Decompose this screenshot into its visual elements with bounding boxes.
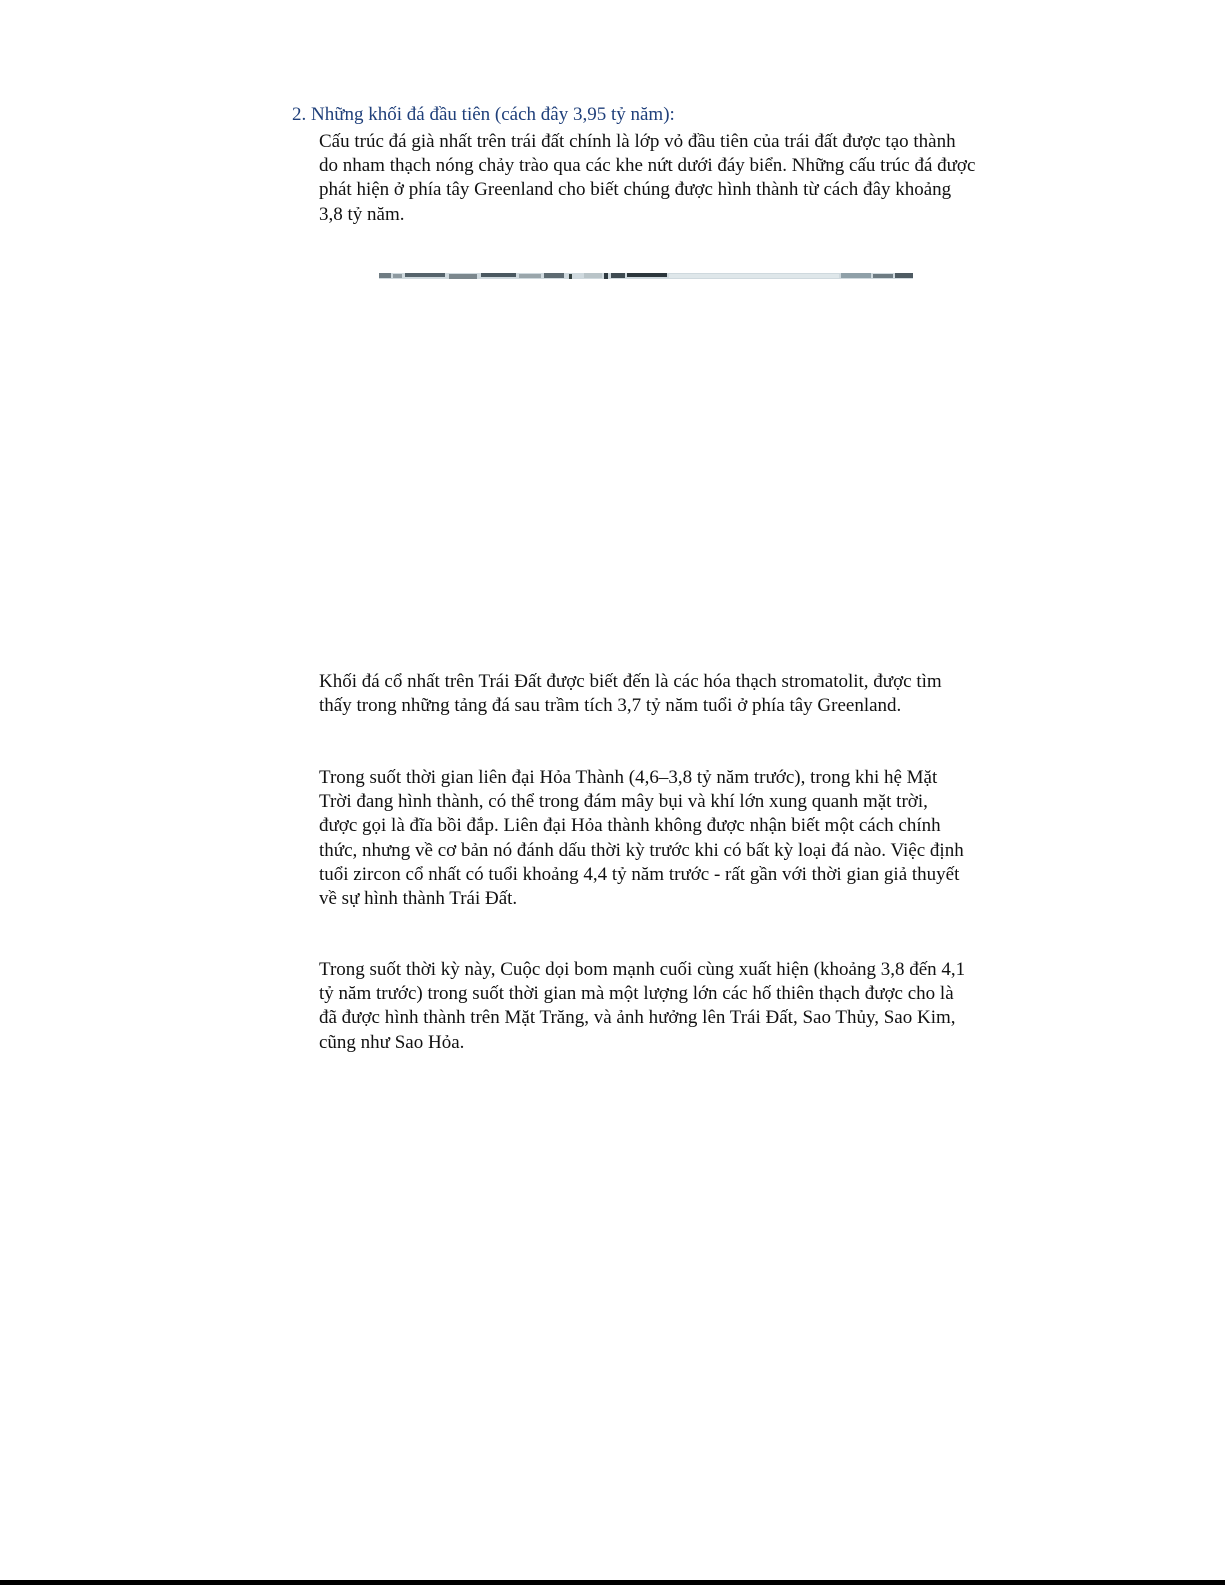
- paragraph-late-heavy-bombardment: Trong suốt thời kỳ này, Cuộc dọi bom mạnh cuối cùng xuất hiện (khoảng 3,8 đến 4,1 tỷ năm trước) trong suốt thời gian mà một lượng lớn các hố thiên thạch được cho là đã được hình thành trên Mặt Trăng, và ảnh hưởng lên Trái Đất, Sao Thủy, Sao Kim, cũng như Sao Hỏa.: [319, 959, 966, 1053]
- rock-photo-fragment: [379, 272, 913, 280]
- page-bottom-border: [0, 1580, 1225, 1585]
- section-heading: 2. Những khối đá đầu tiên (cách đây 3,95 tỷ năm):: [292, 104, 675, 125]
- paragraph-stromatolite-fossils: Khối đá cổ nhất trên Trái Đất được biết đến là các hóa thạch stromatolit, được tìm thấy trong những tảng đá sau trầm tích 3,7 tỷ năm tuổi ở phía tây Greenland.: [319, 671, 942, 717]
- paragraph-hadean-eon: Trong suốt thời gian liên đại Hỏa Thành (4,6–3,8 tỷ năm trước), trong khi hệ Mặt Trời đang hình thành, có thể trong đám mây bụi và khí lớn xung quanh mặt trời, được gọi là đĩa bồi đắp. Liên đại Hỏa thành không được nhận biết một cách chính thức, nhưng về cơ bản nó đánh dấu thời kỳ trước khi có bất kỳ loại đá nào. Việc định tuổi zircon cổ nhất có tuổi khoảng 4,4 tỷ năm trước - rất gần với thời gian giả thuyết về sự hình thành Trái Đất.: [319, 767, 964, 910]
- paragraph-oldest-rock-structure: Cấu trúc đá già nhất trên trái đất chính là lớp vỏ đầu tiên của trái đất được tạo thành do nham thạch nóng chảy trào qua các khe nứt dưới đáy biển. Những cấu trúc đá được phát hiện ở phía tây Greenland cho biết chúng được hình thành từ cách đây khoảng 3,8 tỷ năm.: [319, 131, 976, 225]
